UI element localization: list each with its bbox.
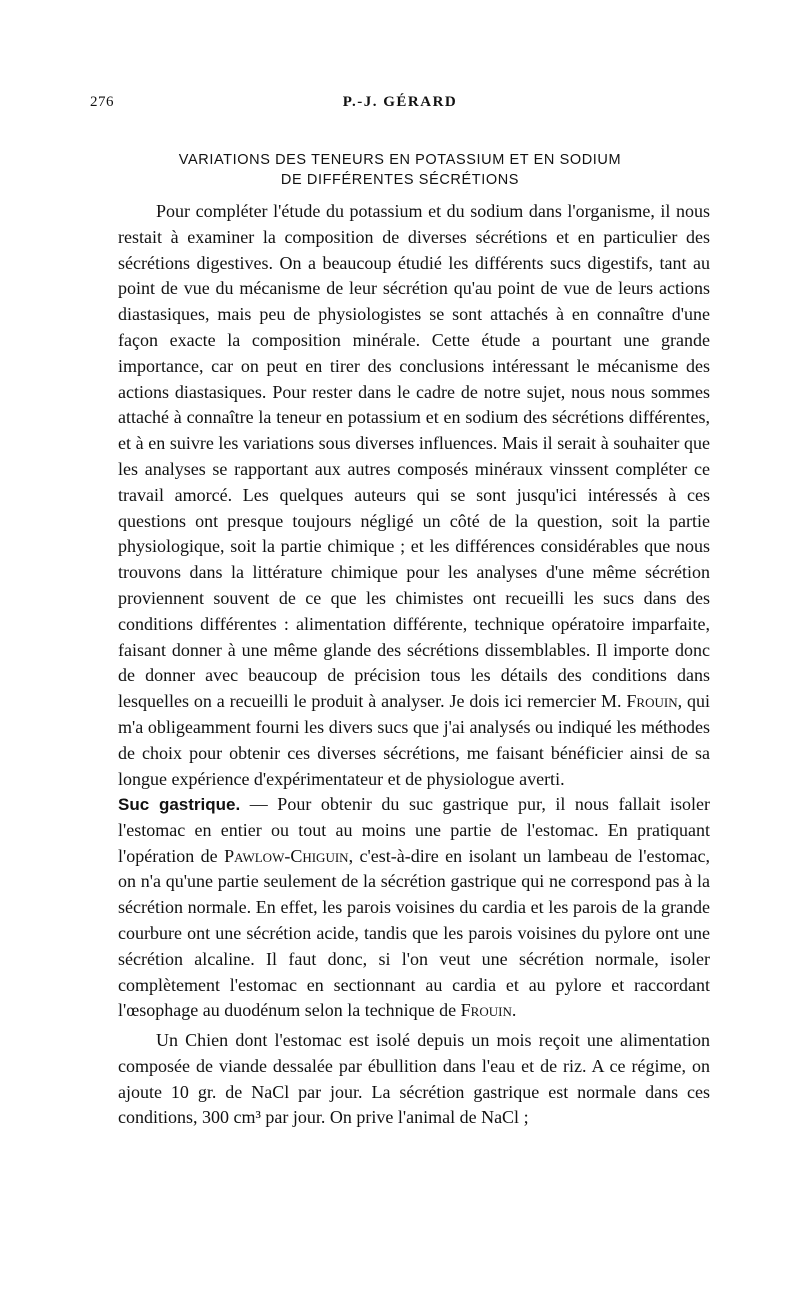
intro-paragraph — [118, 199, 710, 792]
suc-text-2: , c'est-à-dire en isolant un lambeau de l'estomac, on n'a qu'une partie seulement de la sécrétion gastrique qui ne correspond pas à la sécrétion normale. En effet, les parois voisines du cardia et les parois de la grande courbure ont une sécrétion acide, tandis que les parois voisines du pylore ont une sécrétion alcaline. Il faut donc, si l'on veut une sécrétion normale, isoler complètement l'estomac en sectionnant au cardia et au pylore et raccordant l'œsophage au duodénum selon la technique de — [118, 845, 711, 1021]
intro-text-2: , qui m'a obligeamment fourni les divers sucs que j'ai analysés ou indiqué les méthodes de choix pour obtenir ces diverses sécrétions, me faisant bénéficier ainsi de sa longue expérience d'expérimentateur et de physiologue averti. — [118, 691, 710, 789]
suc-text-1: — Pour obtenir du suc gastrique pur, il nous fallait isoler l'estomac en entier ou tout au moins une partie de l'estomac. En pratiquant l'opération de — [118, 794, 711, 866]
running-head: P.-J. GÉRARD — [342, 94, 458, 110]
section-heading-line-2: DE DIFFÉRENTES SÉCRÉTIONS — [280, 172, 520, 188]
page-header — [90, 94, 710, 114]
subsection-title: Suc gastrique. — [118, 795, 241, 814]
author-name-pawlow: Pawlow-Chiguin — [224, 845, 349, 866]
suc-text-3: . — [511, 1000, 517, 1021]
intro-text-1: Pour compléter l'étude du potassium et du sodium dans l'organisme, il nous restait à examiner la composition de diverses sécrétions et en particulier des sécrétions digestives. On a beaucoup étudié les différents sucs digestifs, tant au point de vue du mécanisme de leur sécrétion qu'au point de vue de leurs actions diastasiques, mais peu de physiologistes se sont attachés à en connaître d'une façon exacte la composition minérale. Cette étude a pourtant une grande importance, car on peut en tirer des conclusions intéressant le mécanisme des actions diastasiques. Pour rester dans le cadre de notre sujet, nous nous sommes attaché à connaître la teneur en potassium et en sodium des sécrétions différentes, et à en suivre les variations sous diverses influences. Mais il serait à souhaiter que les analyses se rapportant aux autres composés minéraux vinssent compléter ce travail amorcé. Les quelques auteurs qui se sont jusqu'ici intéressés à ces questions ont presque toujours négligé un côté de la question, soit la partie physiologique, soit la partie chimique ; et les différences considérables que nous trouvons dans la littérature chimique pour les analyses d'une même sécrétion proviennent souvent de ce que les chimistes ont recueilli les sucs dans des conditions différentes : alimentation différente, technique opératoire imparfaite, faisant donner à une même glande des sécrétions dissemblables. Il importe donc de donner avec beaucoup de précision tous les détails des conditions dans lesquelles on a recueilli le produit à analyser. Je dois ici remercier M. — [118, 201, 710, 712]
author-name-frouin-2: Frouin — [460, 1000, 512, 1021]
suc-gastrique-paragraph — [118, 792, 710, 1024]
section-heading — [90, 150, 710, 190]
dog-paragraph — [118, 1028, 710, 1131]
dog-text: Un Chien dont l'estomac est isolé depuis un mois reçoit une alimentation composée de viande dessalée par ébullition dans l'eau et de riz. A ce régime, on ajoute 10 gr. de NaCl par jour. La sécrétion gastrique est normale dans ces conditions, 300 cm³ par jour. On prive l'animal de NaCl ; — [118, 1030, 710, 1128]
section-heading-line-1: VARIATIONS DES TENEURS EN POTASSIUM ET EN SODIUM — [178, 152, 622, 168]
page-number: 276 — [90, 94, 114, 110]
author-name-frouin: Frouin — [626, 691, 678, 712]
